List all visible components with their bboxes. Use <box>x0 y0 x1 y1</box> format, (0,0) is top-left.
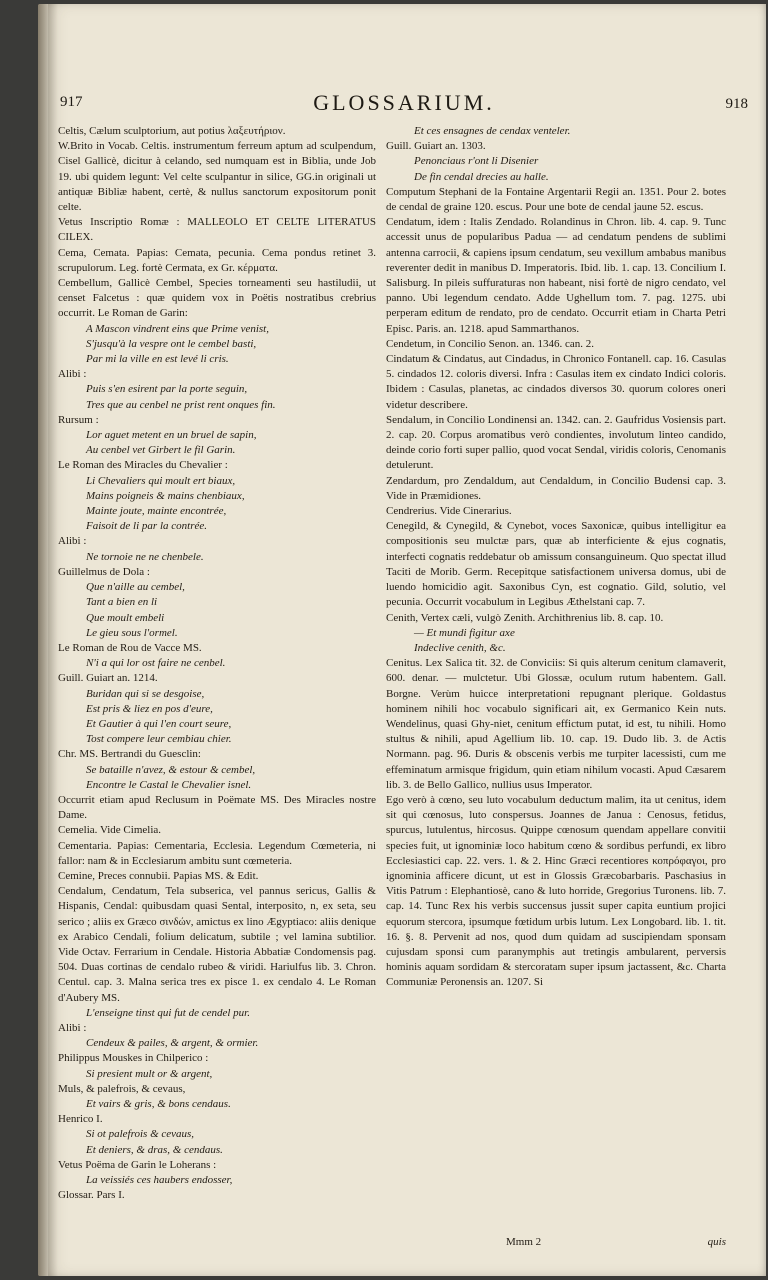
text-line: Alibi : <box>58 368 87 381</box>
text-line: De fin cendal drecies au halle. <box>414 170 549 183</box>
text-line: Muls, & palefrois, & cevaus, <box>58 1082 186 1095</box>
text-line: Sendalum, in Concilio Londinensi an. 1342. can. 2. Gaufridus Vosiensis part. 2. cap. 20. Corpus aromatibus verò condientes, involutum linteo candido, deinde corio forti super pallio, quod vocat Sendal, viridis coloris, Cenomanis detulerunt. <box>386 413 726 472</box>
text-line: Cembellum, Gallicè Cembel, Species torneamenti seu hastiludii, ut censet Falcetus : quæ quidem vox in Poëtis nostratibus crebrius occurrit. Le Roman de Garin: <box>58 277 376 320</box>
text-line: Vetus Inscriptio Romæ : MALLEOLO ET CELTE LITERATUS CILEX. <box>58 216 376 244</box>
text-line: Guillelmus de Dola : <box>58 565 150 578</box>
text-line: Cementaria. Papias: Cementaria, Ecclesia. Legendum Cœmeteria, ni fallor: nam & in Ecclesiarum ambitu sunt cœmeteria. <box>58 839 376 867</box>
text-line: Lor aguet metent en un bruel de sapin, <box>86 429 257 442</box>
signature-mark: Mmm 2 <box>506 1236 542 1248</box>
text-line: Cendrerius. Vide Cinerarius. <box>386 505 512 518</box>
text-line: Cendeux & pailes, & argent, & ormier. <box>86 1037 259 1050</box>
text-line: Encontre le Castal le Chevalier isnel. <box>86 778 252 791</box>
text-line: Cemelia. Vide Cimelia. <box>58 824 162 837</box>
catchword: quis <box>707 1236 726 1248</box>
book-page <box>38 4 766 1276</box>
text-line: A Mascon vindrent eins que Prime venist, <box>86 322 269 335</box>
text-line: Zendardum, pro Zendaldum, aut Cendaldum, in Concilio Budensi cap. 3. Vide in Præmidiones. <box>386 474 726 502</box>
text-line: Si ot palefrois & cevaus, <box>86 1128 195 1141</box>
page-number-left: 917 <box>60 94 83 110</box>
page-footer <box>386 1236 726 1254</box>
text-line: Se bataille n'avez, & estour & cembel, <box>86 763 256 776</box>
text-line: Ne tornoie ne ne chenbele. <box>86 550 204 563</box>
text-line: Guill. Guiart an. 1303. <box>386 140 486 153</box>
text-line: Tost compere leur cembiau chier. <box>86 733 232 746</box>
text-line: Cenith, Vertex cæli, vulgò Zenith. Archithrenius lib. 8. cap. 10. <box>386 611 664 624</box>
text-line: Buridan qui si se desgoise, <box>86 687 205 700</box>
text-line: Tant a bien en li <box>86 596 158 609</box>
text-line: Cendatum, idem : Italis Zendado. Rolandinus in Chron. lib. 4. cap. 9. Tunc accessit unus de popularibus Padua — ad cendatum pendens de sublimi antenna carrocii, & capiens ipsum cendatum, seu vexillum ambabus manibus reverenter dedit in manibus D. Imperatoris. Ibid. lib. 1. cap. 13. Concilium I. Salisburg. In pileis suffuraturas non habeant, nisi fortè de nigro cendato, vel panno. Ubi legendum cendato. Adde Ughellum tom. 7. pag. 1275. ubi perperam editum de rendato, pro de cendato. Occurrit etiam in Charta Petri Episc. Paris. an. 1218. apud Sammarthanos. <box>386 216 726 335</box>
text-line: Guill. Guiart an. 1214. <box>58 672 158 685</box>
text-line: Mains poigneis & mains chenbiaux, <box>86 489 245 502</box>
text-line: Et vairs & gris, & bons cendaus. <box>86 1098 231 1110</box>
text-line: Cindatum & Cindatus, aut Cindadus, in Chronico Fontanell. cap. 16. Casulas 5. cindados 12. coloris diversi. Infra : Casulas item ex cindato Indici coloris. Ibidem : Casulas, planetas, ac cindados diversos 30. quorum colores oneri videtur describere. <box>386 353 726 411</box>
text-line: Philippus Mouskes in Chilperico : <box>58 1052 209 1065</box>
text-line: Henrico I. <box>58 1113 103 1126</box>
text-line: Le Roman des Miracles du Chevalier : <box>58 459 228 472</box>
text-line: Au cenbel vet Girbert le fil Garin. <box>86 444 236 457</box>
text-line: Cenitus. Lex Salica tit. 32. de Conviciis: Si quis alterum cenitum clamaverit, 600. denar. — mulctetur. Ubi Glossæ, oculum rutum habentem. Gall. Borgne. Verùm huicce interpretationi repugnant plerique. Goldastus hominem nihili hoc vocabulo significari ait, ex Germanico Kein nuts. Wendelinus, quasi Ghy-niet, cenitum effictum putat, id est, tu nihili. Homo stultus & nihili, apud Agellium lib. 10. cap. 19. Dudo lib. 3. de Actis Normann. pag. 96. Duris & obscenis verbis me turpiter lacessisti, cum me effeminatum armisque frigidum, quin etiam nihilum vocasti. Apud Cæsarem lib. 3. de Bello Gallico, nullius usus Imperator. <box>386 657 726 791</box>
text-line: Tres que au cenbel ne prist rent onques fin. <box>86 398 276 411</box>
text-line: Le Roman de Rou de Vacce MS. <box>58 641 202 654</box>
text-line: Le gieu sous l'ormel. <box>86 626 178 639</box>
text-line: Rursum : <box>58 413 99 426</box>
text-line: Que n'aille au cembel, <box>86 581 185 594</box>
text-line: La veissiés ces haubers endosser, <box>86 1174 233 1187</box>
page-edge <box>38 4 48 1276</box>
text-line: Celtis, Cælum sculptorium, aut potius λαξευτήριον. <box>58 125 286 137</box>
text-line: Chr. MS. Bertrandi du Guesclin: <box>58 748 201 761</box>
text-line: Vetus Poëma de Garin le Loherans : <box>58 1158 217 1171</box>
page-title: GLOSSARIUM. <box>313 90 495 115</box>
text-line: Li Chevaliers qui moult ert biaux, <box>86 474 236 487</box>
text-line: Cema, Cemata. Papias: Cemata, pecunia. Cema pondus retinet 3. scrupulorum. Leg. fortè Cermata, ex Gr. κέρματα. <box>58 246 376 274</box>
text-line: W.Brito in Vocab. Celtis. instrumentum ferreum aptum ad sculpendum, Cisel Gallicè, dicitur à celando, sed numquam est in Biblia, unde Job 19. ubi quidem legunt: Vel celte sculpantur in silice, GG.in originali ut antiquæ Bibliæ habent, certè, & nullus sanctorum expositorum ponit celte. <box>58 140 376 214</box>
text-line: Alibi : <box>58 535 87 548</box>
text-line: Cendalum, Cendatum, Tela subserica, vel pannus sericus, Gallis & Hispanis, Cendal: quibusdam quasi Sental, interposito, n, ex seta, seu serico ; aliis ex Græco σινδών, amictus ex lino Ægyptiaco: aliis denique ex Arabico Cendali, folium delicatum, subtile ; vel lamina subtilior. Vide Octav. Ferrarium in Cendale. Historia Abbatiæ Condomensis pag. 504. Duas cortinas de cendalo rubeo & viridi. Hariulfus lib. 3. Chron. Centul. cap. 3. Malna serica tres ex pisce 1. ex cendalo 4. Le Roman d'Aubery MS. <box>58 885 376 1004</box>
left-column <box>58 124 376 1254</box>
page-number-right: 918 <box>725 96 748 112</box>
text-line: Cendetum, in Concilio Senon. an. 1346. can. 2. <box>386 337 595 350</box>
text-line: — Et mundi figitur axe <box>414 626 515 639</box>
text-line: Penonciaus r'ont li Disenier <box>414 155 539 168</box>
text-line: Cenegild, & Cynegild, & Cynebot, voces Saxonicæ, quibus intelligitur ea compositionis seu mulctæ pars, quæ ab interficiente & ejus cognatis, interfecti cognatis reddebatur ob amissum consanguineum. Quo spectat illud Taciti de Morib. Germ. Recepitque satisfactionem universa domus, ubi de luendo homicidio agit. Saxonibus Cyn, est cognatio. Gild, solutio, vel pecunia. Occurrit vocabulum in Legibus Æthelstani cap. 7. <box>386 520 726 609</box>
text-line: Glossar. Pars I. <box>58 1189 125 1202</box>
text-line: Mainte joute, mainte encontrée, <box>86 505 227 518</box>
text-line: Computum Stephani de la Fontaine Argentarii Regii an. 1351. Pour 2. botes de cendal de graine 120. escus. Pour une bote de cendal jaune 52. escus. <box>386 185 726 214</box>
text-line: Et ces ensagnes de cendax venteler. <box>414 125 571 137</box>
text-line: Par mi la ville en est levé li cris. <box>86 353 229 366</box>
text-line: Puis s'en esirent par la porte seguin, <box>86 383 248 396</box>
text-line: L'enseigne tinst qui fut de cendel pur. <box>86 1006 250 1019</box>
text-line: Alibi : <box>58 1021 87 1034</box>
text-line: Occurrit etiam apud Reclusum in Poëmate MS. Des Miracles nostre Dame. <box>58 793 376 822</box>
text-line: Et deniers, & dras, & cendaus. <box>86 1143 223 1156</box>
text-line: Que moult embeli <box>86 611 165 624</box>
text-line: N'i a qui lor ost faire ne cenbel. <box>86 657 226 670</box>
text-line: Ego verò à cœno, seu luto vocabulum deductum malim, ita ut cenitus, idem sit qui cœnosus, luto conspersus. Joannes de Janua : Cenosus, fetidus, spurcus, lutulentus, hircosus. Quippe cœnosum quendam appellare convitii species fuit, ut ignominiæ loco habitum cœno & sordibus perfundi, ex libro Ecclesiastici cap. 22. vers. 1. & 2. Hinc Græci recentiores κοπρόφαγοι, pro ignominia afficere dicunt, ut est in Glossis Græcobarbaris. Paschasius in Vitis Patrum : Elephantiosè, cano & luto horride, Gregorius Turonens. lib. 7. cap. 14. Tunc Rex his verbis succensus jussit super capita euntium projici equorum stercora, ipsumque fœtidum urbis lutum. Lex Longobard. lib. 1. tit. 16. §. 8. Pervenit ad nos, quod dum quidam ad suscipiendam sponsam cujusdam sponsi cum paranymphis aut tretingis ambularent, perversis hominis aquam sordidam & stercoratam super ipsum jactassent, &c. Charta Communiæ Peronensis an. 1207. Si <box>386 793 726 989</box>
running-head <box>60 90 748 124</box>
right-column <box>386 124 726 1254</box>
text-line: S'jusqu'à la vespre ont le cembel basti, <box>86 337 257 350</box>
text-line: Et Gautier à qui l'en court seure, <box>86 717 232 730</box>
text-line: Cemine, Preces connubii. Papias MS. & Edit. <box>58 869 259 882</box>
text-line: Faisoit de li par la contrée. <box>86 520 207 533</box>
text-line: Est pris & liez en pos d'eure, <box>86 702 213 715</box>
text-line: Si presient mult or & argent, <box>86 1067 213 1080</box>
text-line: Indeclive cenith, &c. <box>414 641 506 654</box>
